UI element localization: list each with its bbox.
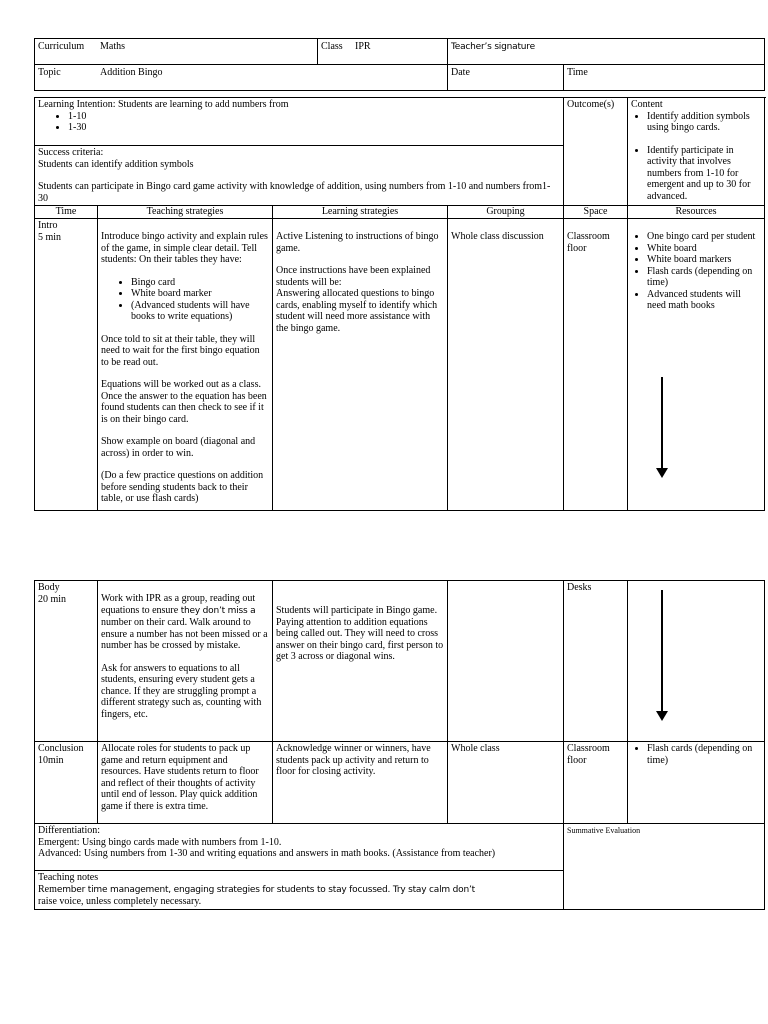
- conclusion-resources: [628, 742, 765, 824]
- conclusion-space: Classroom floor: [564, 742, 628, 824]
- body-duration: 20 min: [38, 593, 67, 605]
- body-grouping: [448, 581, 564, 742]
- content-cell: [628, 98, 765, 206]
- content-label: Content: [631, 99, 663, 110]
- down-arrow-icon: [656, 590, 668, 722]
- intro-teaching-text: Show example on board (diagonal and across) in order to win.: [101, 436, 256, 459]
- body-teaching-text: Work with IPR as a group, reading out equations to ensure: [101, 593, 256, 616]
- intro-time: [35, 219, 98, 511]
- intro-teaching-text: Equations will be worked out as a class. Once the answer to the equation has been found students can then check to see if it is on their bingo card.: [101, 379, 267, 425]
- date-label: Date: [451, 67, 470, 78]
- signature-cell: [448, 39, 765, 65]
- conclusion-learning: Acknowledge winner or winners, have students pack up activity and return to floor for closing activity.: [273, 742, 448, 824]
- class-value: IPR: [355, 41, 371, 52]
- success-criterion: Students can participate in Bingo card game activity with knowledge of addition, using numbers from 1-10 and numbers from1-30: [38, 181, 551, 204]
- range-item: • 1-10: [68, 111, 560, 123]
- intro-space: Classroom floor: [564, 219, 628, 511]
- conclusion-teaching: Allocate roles for students to pack up game and return equipment and resources. Have students return to floor and reflect of their thoughts of activity until end of lesson. Play quick addition game if there is extra time.: [98, 742, 273, 824]
- body-time: [35, 581, 98, 742]
- intro-learning-text: Once instructions have been explained students will be:: [276, 265, 431, 288]
- resource-item: • White board markers: [647, 254, 761, 266]
- conclusion-duration: 10min: [38, 754, 64, 766]
- intro-resources: [628, 219, 765, 511]
- summative-cell: [564, 824, 765, 910]
- conclusion-row: [35, 742, 765, 824]
- conclusion-grouping: Whole class: [448, 742, 564, 824]
- col-teaching: Teaching strategies: [98, 206, 273, 219]
- column-headers: [35, 206, 765, 219]
- intro-teaching: [98, 219, 273, 511]
- intro-teaching-item: • White board marker: [131, 288, 269, 300]
- teaching-notes-text: raise voice, unless completely necessary.: [38, 896, 202, 907]
- differentiation-emergent: Emergent: Using bingo cards made with numbers from 1-10.: [38, 836, 282, 848]
- body-teaching-text: Ask for answers to equations to all students, ensuring every student gets a chance. If they are struggling prompt a different strategy such as, counting with fingers, etc.: [101, 662, 262, 720]
- teaching-notes-cell: [35, 871, 564, 910]
- learning-intention-cell: [35, 98, 564, 146]
- time-cell: [564, 65, 765, 91]
- topic-value: Addition Bingo: [100, 67, 163, 78]
- success-criteria-cell: [35, 146, 564, 206]
- resource-item: • Flash cards (depending on time): [647, 743, 761, 766]
- intro-learning-text: Answering allocated questions to bingo cards, enabling myself to identify which student will need more assistance with the bingo game.: [276, 288, 438, 334]
- body-teaching-text: number on their card. Walk around to ensure a number has not been missed or a number has be crossed by mistake.: [101, 617, 268, 651]
- topic-cell: [35, 65, 448, 91]
- body-teaching-text-handwritten: they don’t miss a: [180, 605, 256, 616]
- outcomes-cell: [564, 98, 628, 206]
- date-cell: [448, 65, 564, 91]
- body-teaching: [98, 581, 273, 742]
- differentiation-cell: [35, 824, 564, 871]
- col-time: Time: [35, 206, 98, 219]
- summative-evaluation-label: Summative Evaluation: [567, 826, 641, 835]
- class-cell: [318, 39, 448, 65]
- success-criterion: Students can identify addition symbols: [38, 158, 194, 170]
- class-label: Class: [321, 41, 343, 52]
- outcomes-label: Outcome(s): [567, 99, 615, 110]
- success-title: Success criteria:: [38, 147, 104, 158]
- intro-teaching-item: • (Advanced students will have books to write equations): [131, 300, 269, 323]
- intro-label: Intro: [38, 220, 58, 231]
- range-item: • 1-30: [68, 122, 560, 134]
- col-resources: Resources: [628, 206, 765, 219]
- teaching-notes-text: Rem: [38, 883, 57, 895]
- body-resources: [628, 581, 765, 742]
- conclusion-time: [35, 742, 98, 824]
- col-space: Space: [564, 206, 628, 219]
- down-arrow-icon: [656, 377, 668, 478]
- col-grouping: Grouping: [448, 206, 564, 219]
- intro-row: [35, 219, 765, 511]
- content-item: • Identify participate in activity that involves numbers from 1-10 for emergent and up to 30 for advanced.: [647, 145, 761, 203]
- resource-item: • Advanced students will need math books: [647, 289, 761, 312]
- differentiation-title: Differentiation:: [38, 825, 101, 836]
- intro-teaching-item: • Bingo card: [131, 277, 269, 289]
- body-learning: Students will participate in Bingo game. Paying attention to addition equations being called out. They will need to cross answer on their bingo card, first person to get 3 across or diagonal wins.: [273, 581, 448, 742]
- time-label: Time: [567, 67, 588, 78]
- curriculum-value: Maths: [100, 41, 125, 52]
- body-space: Desks: [564, 581, 628, 742]
- resource-item: • One bingo card per student: [647, 231, 761, 243]
- signature-label: Teacher’s signature: [451, 42, 535, 52]
- curriculum-cell: [35, 39, 318, 65]
- header-table: [34, 38, 765, 91]
- conclusion-label: Conclusion: [38, 743, 84, 754]
- intro-learning: [273, 219, 448, 511]
- intro-learning-text: Active Listening to instructions of bingo game.: [276, 231, 439, 254]
- body-row: [35, 581, 765, 742]
- intro-grouping: Whole class discussion: [448, 219, 564, 511]
- resource-item: • Flash cards (depending on time): [647, 266, 761, 289]
- intro-teaching-text: (Do a few practice questions on addition before sending students back to their table, or use flash cards): [101, 470, 264, 504]
- col-learning: Learning strategies: [273, 206, 448, 219]
- content-item: • Identify addition symbols using bingo cards.: [647, 111, 761, 134]
- intro-teaching-text: Once told to sit at their table, they will need to wait for the first bingo equation to be read out.: [101, 333, 260, 368]
- differentiation-row: [35, 824, 765, 871]
- intro-duration: 5 min: [38, 231, 62, 243]
- resource-item: • White board: [647, 243, 761, 255]
- intro-teaching-text: Introduce bingo activity and explain rules of the game, in simple clear detail. Tell students: On their tables they have:: [101, 231, 268, 265]
- body-label: Body: [38, 582, 60, 593]
- differentiation-advanced: Advanced: Using numbers from 1-30 and writing equations and answers in math books. (Assistance from teacher): [38, 848, 496, 859]
- topic-label: Topic: [38, 67, 61, 78]
- learning-intention: Learning Intention: Students are learning to add numbers from: [38, 99, 289, 110]
- teaching-notes-title: Teaching notes: [38, 872, 99, 883]
- teaching-notes-text-handwritten: ember time management, engaging strategies for students to stay focussed. Try stay calm don’t: [56, 884, 475, 895]
- curriculum-label: Curriculum: [38, 41, 85, 52]
